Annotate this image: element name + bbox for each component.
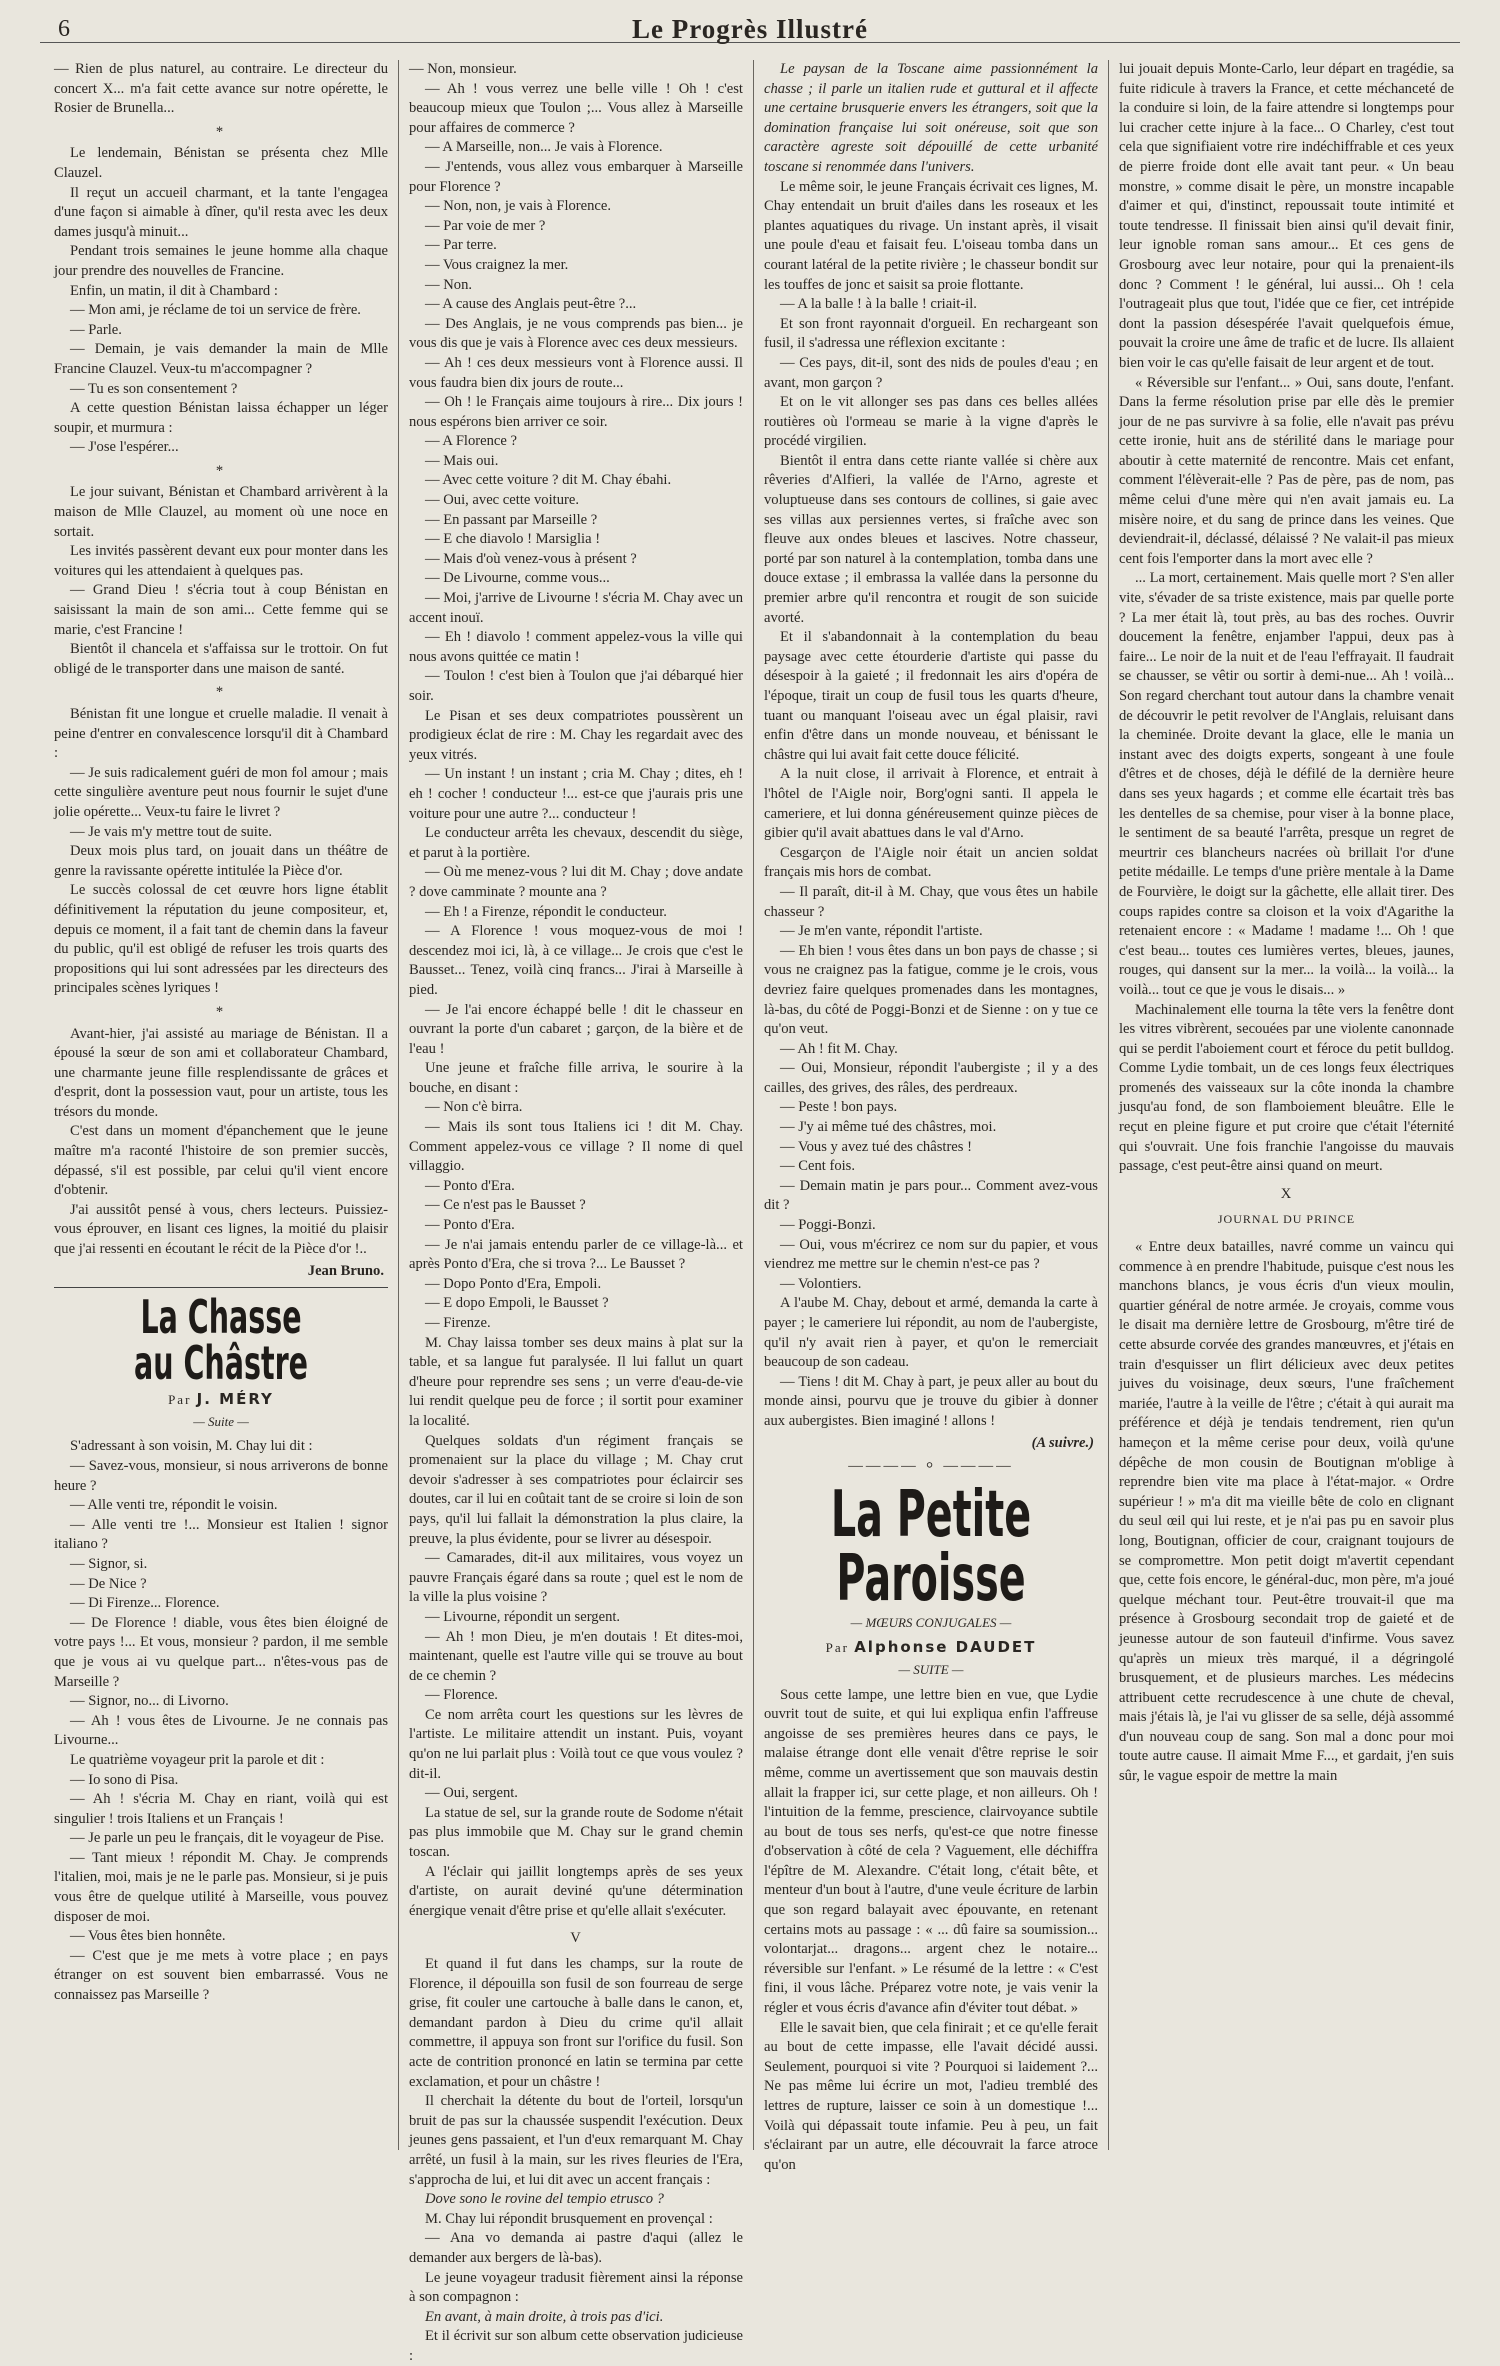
paragraph: — Non, non, je vais à Florence.: [425, 198, 612, 215]
paragraph: — Di Firenze... Florence.: [70, 1595, 220, 1612]
paragraph: — Firenze.: [425, 1315, 491, 1331]
paragraph: — Ponto d'Era.: [425, 1217, 515, 1234]
paragraph: — Eh ! diavolo ! comment appelez-vous la ville qui nous avons quittée ce matin !: [409, 629, 743, 665]
paragraph: — Oui, vous m'écrirez ce nom sur du papier, et vous viendrez me mettre sur le chemin n'est-ce pas ?: [764, 1236, 1098, 1273]
chapter-number: X: [1280, 1185, 1293, 1202]
paragraph: Pendant trois semaines le jeune homme alla chaque jour prendre des nouvelles de Francine.: [54, 243, 388, 279]
paragraph: — Par voie de mer ?: [425, 217, 546, 234]
paragraph: Machinalement elle tourna la tête vers la fenêtre dont les vitres vibrèrent, secouées par une violente canonnade qui se perdit l'aboiement court et féroce du petit bulldog. Comme Lydie tombait, un de ces longs feux électriques promenés des vaisseaux sur la côte inonda la chambre jusqu'au fond, de son flamboiement bleuâtre. Elle le reçut en pleine figure et put croire que c'était l'éternité qui s'ouvrait. Une fois franchie l'angoisse du mauvais passage, c'est peut-être ainsi quand on meurt.: [1119, 1001, 1454, 1175]
serial-author: Alphonse DAUDET: [854, 1638, 1037, 1657]
story-suite: — Suite —: [193, 1413, 249, 1429]
paragraph: — De Livourne, comme vous...: [425, 570, 610, 587]
paragraph: — Camarades, dit-il aux militaires, vous voyez un pauvre Français égaré dans sa route ; quel est le nom de la ville la plus voisine ?: [409, 1550, 743, 1606]
chapter-number: V: [570, 1930, 582, 1947]
section-separator: *: [215, 684, 227, 701]
paragraph: — Des Anglais, je ne vous comprends pas bien... je vous dis que je vais à Florence avec ces deux messieurs.: [409, 315, 743, 352]
paragraph: — Tu es son consentement ?: [70, 380, 238, 397]
paragraph: — E dopo Empoli, le Bausset ?: [425, 1295, 609, 1312]
page-number: 6: [58, 16, 70, 42]
paragraph: Une jeune et fraîche fille arriva, le sourire à la bouche, en disant :: [409, 1060, 743, 1096]
paragraph: Le succès colossal de cet œuvre hors ligne établit définitivement la réputation du jeune compositeur, et, depuis ce moment, il a fait tant de chemin dans la faveur du public, qu'il est obligé de refuser les trois quarts des propositions qui lui sont adressées par les directeurs des principales scènes lyriques !: [54, 882, 388, 997]
paragraph: — Je n'ai jamais entendu parler de ce village-là... et après Ponto d'Era, che si trova ?... Le Bausset ?: [409, 1236, 743, 1273]
divider: [54, 1287, 388, 1288]
paragraph: — Oh ! le Français aime toujours à rire... Dix jours ! nous espérons bien arriver ce soir.: [409, 394, 743, 430]
paragraph: — Alle venti tre, répondit le voisin.: [70, 1497, 278, 1514]
paragraph: Bientôt il entra dans cette riante vallée si chère aux rêveries d'Alfieri, la vallée de l'Arno, agreste et voluptueuse dans ses contours de collines, si gaie avec ses villas aux persiennes vertes, si fraîche avec son fleuve aux ondes bleues et lascives. Notre chasseur, porté par son naturel à la contemplation, tomba dans une douce extase ; il embrassa la vallée dans la personne du premier arbre qu'il rencontra et rougit de son suicide avorté.: [764, 452, 1098, 626]
story-text: [54, 1437, 388, 2005]
paragraph: — Cent fois.: [780, 1158, 855, 1175]
paragraph: A l'aube M. Chay, debout et armé, demanda la carte à payer ; le cameriere lui répondit, au nom de l'aubergiste, qu'il n'y avait rien à payer, et qu'on le remerciait beaucoup de son cadeau.: [764, 1295, 1098, 1371]
paragraph: — Ah ! vous verrez une belle ville ! Oh ! c'est beaucoup mieux que Toulon ;... Vous allez à Marseille pour affaires de commerce ?: [409, 80, 743, 136]
masthead: Le Progrès Illustré: [632, 14, 868, 44]
paragraph: — Tiens ! dit M. Chay à part, je peux aller au bout du monde ainsi, pourvu que je trouve du gibier à donner aux aubergistes. Bien imaginé ! allons !: [764, 1373, 1098, 1429]
paragraph: J'ai aussitôt pensé à vous, chers lecteurs. Puissiez-vous éprouver, en lisant ces lignes, la moitié du plaisir que j'ai ressenti en écoutant le récit de la Pièce d'or !..: [54, 1201, 388, 1258]
paragraph: — Mon ami, je réclame de toi un service de frère.: [70, 302, 361, 319]
paragraph: — J'y ai même tué des châstres, moi.: [780, 1119, 997, 1136]
paragraph: Et son front rayonnait d'orgueil. En rechargeant son fusil, il s'adressa une réflexion excitante :: [764, 315, 1098, 352]
paragraph: — A Florence ?: [425, 433, 518, 450]
paragraph: M. Chay laissa tomber ses deux mains à plat sur la table, et sa langue fut paralysée. Il lui fallut un quart d'heure pour reprendre ses sens ; un verre d'eau-de-vie lui rendit quelque peu de force ; il sortit pour examiner la localité.: [409, 1334, 743, 1429]
paragraph: — Ah ! vous êtes de Livourne. Je ne connais pas Livourne...: [54, 1712, 388, 1749]
paragraph: — Savez-vous, monsieur, si nous arriverons de bonne heure ?: [54, 1458, 388, 1494]
paragraph: — E che diavolo ! Marsiglia !: [425, 531, 601, 548]
paragraph: — Avec cette voiture ? dit M. Chay ébahi.: [425, 472, 672, 489]
paragraph: — Vous êtes bien honnête.: [70, 1928, 226, 1945]
paragraph: La statue de sel, sur la grande route de Sodome n'était pas plus immobile que M. Chay sur le grand chemin toscan.: [409, 1804, 743, 1861]
paragraph: — A la balle ! à la balle ! criait-il.: [780, 296, 977, 313]
paragraph: — Signor, no... di Livorno.: [70, 1693, 229, 1710]
paragraph: Le jeune voyageur tradusit fièrement ainsi la réponse à son compagnon :: [409, 2269, 743, 2306]
paragraph: — Florence.: [425, 1687, 498, 1704]
paragraph: — Signor, si.: [70, 1555, 148, 1572]
serial-title: La Petite Paroisse: [830, 1477, 1032, 1616]
paragraph: — Moi, j'arrive de Livourne ! s'écria M. Chay avec un accent inouï.: [409, 590, 743, 626]
serial-byline: [764, 1638, 1098, 1658]
paragraph: Et on le vit allonger ses pas dans ces belles allées routières où l'ormeau se marie à la vigne d'après le procédé virgilien.: [764, 394, 1098, 450]
paragraph: — Rien de plus naturel, au contraire. Le directeur du concert X... m'a fait cette avance sur notre opérette, le Rosier de Brunella...: [54, 61, 388, 117]
paragraph: Bientôt il chancela et s'affaissa sur le trottoir. On fut obligé de le transporter dans une maison de santé.: [54, 641, 388, 677]
paragraph: — A Marseille, non... Je vais à Florence.: [425, 139, 663, 156]
section-heading: JOURNAL DU PRINCE: [1217, 1212, 1356, 1227]
paragraph: — Mais d'où venez-vous à présent ?: [425, 550, 637, 567]
paragraph: Les invités passèrent devant eux pour monter dans les voitures qui les attendaient à quelques pas.: [54, 543, 388, 579]
paragraph: M. Chay lui répondit brusquement en provençal :: [425, 2210, 713, 2227]
paragraph: — Volontiers.: [780, 1275, 862, 1292]
column-3: [754, 60, 1109, 2173]
paragraph: Bénistan fit une longue et cruelle maladie. Il venait à peine d'entrer en convalescence lorsqu'il dit à Chambard :: [54, 706, 388, 762]
serial-suite: — SUITE —: [898, 1661, 964, 1677]
paragraph: — Io sono di Pisa.: [70, 1771, 179, 1788]
paragraph: — Demain matin je pars pour... Comment avez-vous dit ?: [764, 1177, 1098, 1214]
paragraph: En avant, à main droite, à trois pas d'ici.: [425, 2308, 664, 2325]
paragraph: Ce nom arrêta court les questions sur les lèvres de l'artiste. Le militaire attendit un instant. Puis, voyant qu'on ne lui parlait plus : Voilà tout ce que vous voulez ? dit-il.: [409, 1706, 743, 1782]
paragraph: — Oui, sergent.: [425, 1785, 518, 1802]
paragraph: — Où me menez-vous ? lui dit M. Chay ; dove andate ? dove camminate ? mounte ana ?: [409, 864, 743, 900]
paragraph: Le Pisan et ses deux compatriotes poussèrent un prodigieux éclat de rire : M. Chay les regardait avec des yeux vitrés.: [409, 707, 743, 763]
paragraph: Enfin, un matin, il dit à Chambard :: [70, 282, 278, 299]
paragraph: Cesgarçon de l'Aigle noir était un ancien soldat français mis hors de combat.: [764, 844, 1098, 881]
paragraph: A cette question Bénistan laissa échapper un léger soupir, et murmura :: [54, 400, 388, 436]
paragraph: — Je suis radicalement guéri de mon fol amour ; mais cette singulière aventure peut nous fournir le sujet d'une jolie opérette... Veux-tu faire le livret ?: [54, 764, 388, 820]
paragraph: — Parle.: [70, 321, 122, 338]
paragraph: — Il paraît, dit-il à M. Chay, que vous êtes un habile chasseur ?: [764, 883, 1098, 920]
a-suivre: (A suivre.): [1031, 1434, 1094, 1451]
paragraph: Il cherchait la détente du bout de l'orteil, lorsqu'un bruit de pas sur la chaussée suspendit l'exécution. Deux jeunes gens passaient, et l'un d'eux remarquant M. Chay arrêté, un fusil à la main, sur les rives fleuries de l'Era, s'approcha de lui, et lui dit avec un accent français :: [409, 2093, 743, 2188]
paragraph: — Demain, je vais demander la main de Mlle Francine Clauzel. Veux-tu m'accompagner ?: [54, 341, 388, 377]
signature: Jean Bruno.: [307, 1262, 384, 1279]
paragraph: — Ah ! mon Dieu, je m'en doutais ! Et dites-moi, maintenant, quelle est l'autre ville qui se trouve au bout de ce chemin ?: [409, 1628, 743, 1684]
paragraph: — A Florence ! vous moquez-vous de moi ! descendez moi ici, là, à ce village... Je crois que c'est le Bausset... Tenez, voilà cinq francs... J'irai à Marseille à pied.: [409, 923, 743, 998]
byline-par: Par: [825, 1640, 849, 1656]
paragraph: Deux mois plus tard, on jouait dans un théâtre de genre la ravissante opérette intitulée la Pièce d'or.: [54, 843, 388, 879]
paragraph: Le jour suivant, Bénistan et Chambard arrivèrent à la maison de Mlle Clauzel, au moment où une noce en sortait.: [54, 484, 388, 540]
paragraph: Le lendemain, Bénistan se présenta chez Mlle Clauzel.: [54, 145, 388, 181]
paragraph: — Vous y avez tué des châstres !: [780, 1138, 972, 1155]
paragraph: — Non, monsieur.: [409, 61, 517, 77]
paragraph: Il reçut un accueil charmant, et la tante l'engagea d'une façon si aimable à dîner, qu'il resta avec les deux dames jusqu'à minuit...: [54, 184, 388, 240]
paragraph: — Vous craignez la mer.: [425, 256, 569, 273]
paragraph: — J'entends, vous allez vous embarquer à Marseille pour Florence ?: [409, 158, 743, 195]
section-separator: *: [215, 462, 227, 479]
paragraph: — Ces pays, dit-il, sont des nids de poules d'eau ; en avant, mon garçon ?: [764, 354, 1098, 391]
paragraph: — En passant par Marseille ?: [425, 511, 598, 528]
paragraph: — Par terre.: [425, 237, 497, 254]
paragraph: — Un instant ! un instant ; cria M. Chay ; dites, eh ! eh ! cocher ! conducteur !... est-ce que j'aurais pris une voiture pour une autre ?... conducteur !: [409, 766, 743, 822]
paragraph: A l'éclair qui jaillit longtemps après de ses yeux d'artiste, on aurait deviné qu'une détermination énergique venait d'être prise et qu'elle allait s'exécuter.: [409, 1863, 743, 1919]
story-byline: [54, 1390, 388, 1410]
paragraph: lui jouait depuis Monte-Carlo, leur départ en tragédie, sa fuite ridicule à travers la France, et cette méchanceté de la conduire si loin, de la faire attendre si longtemps pour lui cracher cette injure à la face... O Charley, c'est tout cela que signifiaient votre rire indéchiffrable et ces yeux de pierre froide dont elle avait tant peur. « Un beau monstre, » comme disait le père, un monstre incapable d'aimer et qui, d'instinct, repoussait toute intimité et toute tendresse. Il finissait bien ainsi qu'il devait finir, leur ignoble roman sans amour... Et ces gens de Grosbourg avec leur notaire, pour qui la prenaient-ils donc ? Comment ! le général, lui aussi... Oh ! cela l'outrageait plus que tout, l'idée que ce fier, cet intrépide dont la passion désespérée l'avait quelquefois émue, pouvait la croire une âme de trafic et de lucre. Ils allaient bien voir le cas qu'elle faisait de leur argent et de tout.: [1119, 61, 1454, 371]
paragraph: — Non.: [425, 276, 473, 293]
paragraph: C'est dans un moment d'épanchement que le jeune maître m'a raconté l'histoire de son premier succès, dépassé, s'il est possible, par celui qu'il vient encore d'obtenir.: [54, 1123, 388, 1199]
paragraph: — Dopo Ponto d'Era, Empoli.: [425, 1275, 602, 1292]
paragraph: — Eh ! a Firenze, répondit le conducteur.: [425, 903, 667, 920]
paragraph: Avant-hier, j'ai assisté au mariage de Bénistan. Il a épousé la sœur de son ami et collaborateur Chambard, une charmante jeune fille resplendissante de grâces et d'esprit, dont la possession vaut, pour un artiste, tous les trésors du monde.: [54, 1025, 388, 1120]
paragraph: — Mais oui.: [425, 452, 499, 469]
paragraph: Le paysan de la Toscane aime passionnément la chasse ; il parle un italien rude et guttural et il affecte une certaine brusquerie envers les étrangers, soit que la domination française lui soit onéreuse, soit que son caractère agreste soit dépouillé de cette urbanité toscane si renommée dans l'univers.: [764, 61, 1098, 175]
paragraph: Le même soir, le jeune Français écrivait ces lignes, M. Chay entendait un bruit d'ailes dans les roseaux et les plantes aquatiques du rivage. Un instant après, il visait une poule d'eau et faisait feu. L'oiseau tomba dans un courant latéral de la petite rivière ; le chasseur bondit sur les touffes de jonc et saisit sa proie flottante.: [764, 178, 1098, 293]
paragraph: — Non c'è birra.: [425, 1099, 523, 1116]
story-author: J. MÉRY: [196, 1390, 274, 1409]
paragraph: Le quatrième voyageur prit la parole et dit :: [70, 1751, 325, 1768]
ornament-divider: ———— ⸰ ————: [848, 1458, 1014, 1475]
paragraph: Sous cette lampe, une lettre bien en vue, que Lydie ouvrit tout de suite, et qui lui expliqua enfin l'affreuse angoisse de ses premières heures dans ce pays, le malaise étrange dont elle venait d'être reprise le soir même, comme un avertissement que son mauvais destin allait la frapper ici, sur cette plage, et non ailleurs. Oh ! l'intuition de la femme, prescience, clairvoyance subtile au bout de tous ses nerfs, qu'est-ce que notre finesse d'observation à côté de cela ? Vaguement, elle déchiffra l'épître de M. Alexandre. C'était long, c'était bête, et menteur d'un bout à l'autre, d'une veule écriture de larbin que son regard balayait avec épouvante, en retenant certains mots au passage : « ... dû faire sa soumission... volontarjat... dragons... argent chez le notaire... réversible sur l'enfant. » Le résumé de la lettre : « C'est fini, il vous lâche. Préparez votre note, je vais venir la régler et vous écris d'avance afin d'éviter tout débat. »: [764, 1686, 1098, 2017]
byline-par: Par: [168, 1392, 192, 1408]
paragraph: Et il écrivit sur son album cette observation judicieuse :: [409, 2328, 743, 2364]
section-separator: *: [215, 1003, 227, 1020]
paragraph: — Ah ! fit M. Chay.: [780, 1040, 898, 1057]
paragraph: — Toulon ! c'est bien à Toulon que j'ai débarqué hier soir.: [409, 668, 743, 704]
paragraph: — C'est que je me mets à votre place ; en pays étranger on est souvent bien embarrassé. Vous ne connaissez pas Marseille ?: [54, 1947, 388, 2004]
paragraph: — Ah ! ces deux messieurs vont à Florence aussi. Il vous faudra bien dix jours de route...: [409, 354, 743, 391]
paragraph: Dove sono le rovine del tempio etrusco ?: [425, 2191, 664, 2208]
paragraph: — Je m'en vante, répondit l'artiste.: [780, 923, 983, 940]
paragraph: — Alle venti tre !... Monsieur est Italien ! signor italiano ?: [54, 1516, 388, 1553]
col1-text: [54, 60, 388, 1281]
paragraph: — Peste ! bon pays.: [780, 1099, 898, 1116]
paragraph: — Ce n'est pas le Bausset ?: [425, 1197, 586, 1214]
paragraph: Et quand il fut dans les champs, sur la route de Florence, il dépouilla son fusil de son fourreau de serge grise, fit couler une cartouche à balle dans le canon, et, demandant pardon à Dieu du crime qu'il allait commettre, il appuya son front sur l'orifice du fusil. Son acte de contrition prononcé en latin se termina par cette exclamation, et pour un châstre !: [409, 1956, 743, 2090]
paragraph: — Mais ils sont tous Italiens ici ! dit M. Chay. Comment appelez-vous ce village ? Il nome di quel villaggio.: [409, 1119, 743, 1175]
paragraph: — A cause des Anglais peut-être ?...: [425, 296, 637, 313]
paragraph: « Réversible sur l'enfant... » Oui, sans doute, l'enfant. Dans la ferme résolution prise par elle dès le premier jour de ne pas survivre à sa folie, elle n'avait pas prévu cette ironie, huit ans de stérilité dans le mariage pour aboutir à cette maternité de rencontre. Mais cet enfant, comment l'élèverait-elle ? Pas de père, pas de nom, pas même celui d'une mère qui n'en avait jamais eu. La misère noire, et du sang de prince dans les veines. Que deviendrait-il, déclassé, délaissé ? Ne valait-il pas mieux cent fois l'emporter dans la mort avec elle ?: [1119, 374, 1454, 567]
paragraph: Quelques soldats d'un régiment français se promenaient sur la place du village ; M. Chay crut devoir s'adresser à ses compatriotes pour éclaircir ses doutes, car il lui en coûtait tant de se croire si loin de son pays, qu'il lui fallait la démonstration la plus claire, la preuve, la plus évidente, pour se livrer au désespoir.: [409, 1432, 743, 1547]
paragraph: — Je l'ai encore échappé belle ! dit le chasseur en ouvrant la porte d'un cabaret ; garçon, de la bière et de l'eau !: [409, 1001, 743, 1057]
column-2: [399, 60, 754, 2364]
paragraph: « Entre deux batailles, navré comme un vaincu qui commence à en prendre l'habitude, puisque c'est nous les manchons blancs, je vous écris d'un vieux moulin, quartier général de notre armée. Je croyais, comme vous le disait ma dernière lettre de Grosbourg, m'être tiré de cette absurde corvée des grandes manœuvres, et j'étais en train d'esquisser un flirt délicieux avec deux petites juives du voisinage, deux sœurs, l'une fraîchement mariée, l'autre à la veille de l'être ; c'était à qui aurait ma préférence et déjà je tendais tendrement, rien qu'un hameçon et la même cerise pour deux, voilà qu'une dépêche de mon cousin de Boutignan m'oblige à reprendre bien vite ma place à l'état-major. « Ordre supérieur ! » m'a dit ma vieille bête de colo en clignant du seul œil qui lui reste, et je n'ai pas pu en savoir plus long, Boutignan, officier de cour, craignant toujours de se compromettre. Mon petit doigt m'avertit cependant que, cette fois encore, le général-duc, mon père, m'a joué quelque méchant tour. Peut-être trouvait-il que ma présence à Grosbourg secondait trop de gaieté et de jeunesse autour de son fauteuil d'infirme. Vous savez qu'après un mieux très marqué, il a dégringolé brusquement, et de plusieurs marches. Les médecins attribuent cette recrudescence à une chute de cheval, mais j'étais là, je l'ai vu glisser de sa selle, déjà assommé d'un nouveau coup de sang. Son mal a donc pour moi toute autre cause. Il aimait Mme F..., et gardait, j'en suis sûr, le vague espoir de mettre la main: [1119, 1239, 1454, 1785]
story-title: La Chasse au Châstre: [134, 1290, 308, 1391]
paragraph: — Oui, Monsieur, répondit l'aubergiste ; il y a des cailles, des grives, des râles, des perdreaux.: [764, 1060, 1098, 1096]
paragraph: Le conducteur arrêta les chevaux, descendit du siège, et parut à la portière.: [409, 825, 743, 861]
paragraph: S'adressant à son voisin, M. Chay lui dit :: [70, 1438, 313, 1455]
paragraph: — Livourne, répondit un sergent.: [425, 1608, 621, 1625]
columns: [44, 60, 1464, 2364]
section-separator: *: [215, 123, 227, 140]
paragraph: — Eh bien ! vous êtes dans un bon pays de chasse ; si vous ne craignez pas la fatigue, comme je le crois, vous devriez faire quelques promenades dans les montagnes, là-bas, du côté de Poggi-Bonzi et de Sienne : on y tue ce qu'on veut.: [764, 942, 1098, 1038]
serial-subtitle: — MŒURS CONJUGALES —: [850, 1614, 1012, 1630]
paragraph: A la nuit close, il arrivait à Florence, et entrait à l'hôtel de l'Aigle noir, Borg'ogni santi. Il appela le cameriere, et lui donna généreusement quinze pièces de gibier qu'il avait abattues dans le val d'Arno.: [764, 766, 1098, 842]
paragraph: — Ana vo demanda ai pastre d'aqui (allez le demander aux bergers de là-bas).: [409, 2230, 743, 2266]
paragraph: — J'ose l'espérer...: [70, 439, 179, 456]
paragraph: — Grand Dieu ! s'écria tout à coup Bénistan en saisissant la main de son ami... Cette femme qui se marie, c'est Francine !: [54, 582, 388, 638]
paragraph: — Ah ! s'écria M. Chay en riant, voilà qui est singulier ! trois Italiens et un Français !: [54, 1791, 388, 1827]
paragraph: — Poggi-Bonzi.: [780, 1217, 876, 1234]
paragraph: — Je vais m'y mettre tout de suite.: [70, 823, 273, 840]
paragraph: — Oui, avec cette voiture.: [425, 492, 579, 509]
paragraph: — Je parle un peu le français, dit le voyageur de Pise.: [70, 1830, 385, 1847]
paragraph: — Tant mieux ! répondit M. Chay. Je comprends l'italien, moi, mais je ne le parle pas. Monsieur, si je puis vous être de quelque utilité à Marseille, vous pouvez disposer de moi.: [54, 1849, 388, 1925]
paragraph: — Ponto d'Era.: [425, 1177, 515, 1194]
paragraph: — De Florence ! diable, vous êtes bien éloigné de votre pays !... Et vous, monsieur ? pardon, il me semble que je vous ai vu quelque part... n'êtes-vous pas de Marseille ?: [54, 1614, 388, 1690]
paragraph: Et il s'abandonnait à la contemplation du beau paysage avec cette étourderie d'artiste qui passe du désespoir à la gaieté ; il fredonnait les airs d'opéra de l'époque, tirait un coup de fusil tous les quarts d'heure, tuant ou manquant l'oiseau avec un égal plaisir, ravi enfin d'être dans un monde nouveau, et bénissant le châstre qui lui avait fait cette douce félicité.: [764, 629, 1098, 763]
column-4: [1109, 60, 1464, 2150]
page-header: [40, 8, 1460, 43]
paragraph: ... La mort, certainement. Mais quelle mort ? S'en aller vite, s'évader de sa triste existence, mais par quelle porte ? La mer était là, tout près, au bas des roches. Ouvrir doucement la fenêtre, enjamber l'appui, deux pas à faire... Le noir de la nuit et de l'eau l'effrayait. Il faudrait se chausser, se vêtir ou sortir à demi-nue... Ah ! voilà... Son regard cherchant tout autour dans la chambre venait de découvrir le petit revolver de l'Anglais, reluisant dans la cheminée. Droite devant la glace, elle le mania un instant avec des doigts experts, songeant à une foule d'êtres et de choses, déjà le défilé de la dernière heure dans ses yeux hagards ; et comme elle écartait très bas les dentelles de sa chemise, pour viser à la bonne place, le sentiment de sa beauté l'arrêta, presque un regret de meurtrir ces blancheurs nacrées où brillait l'or d'une petite médaille. Le temps d'une prière mentale à la Dame de Fourvière, le doigt sur la gâchette, elle allait tirer. Des coups rapides contre sa cloison et la voix d'Agarithe la retenaient encore : « Madame ! madame !... Oh ! que c'est beau... toutes ces lumières vertes, bleues, jaunes, rouges, qui dansent sur la mer... la voilà... la voilà... la voilà... tout ce que je vous le disais... »: [1119, 570, 1454, 998]
column-1: [44, 60, 399, 2150]
paragraph: — De Nice ?: [70, 1575, 147, 1592]
paragraph: Elle le savait bien, que cela finirait ; et ce qu'elle ferait au bout de cette impasse, elle l'avait décidé aussi. Seulement, pourquoi si vite ? Pourquoi si laidement ?... Ne pas même lui écrire un mot, l'adieu tremblé des lettres de rupture, laisser ce soin à un domestique !... Voilà qui dépassait toute infamie. Peu à peu, un fait s'éclairant par un autre, elle découvrait la farce atroce qu'on: [764, 2019, 1098, 2173]
